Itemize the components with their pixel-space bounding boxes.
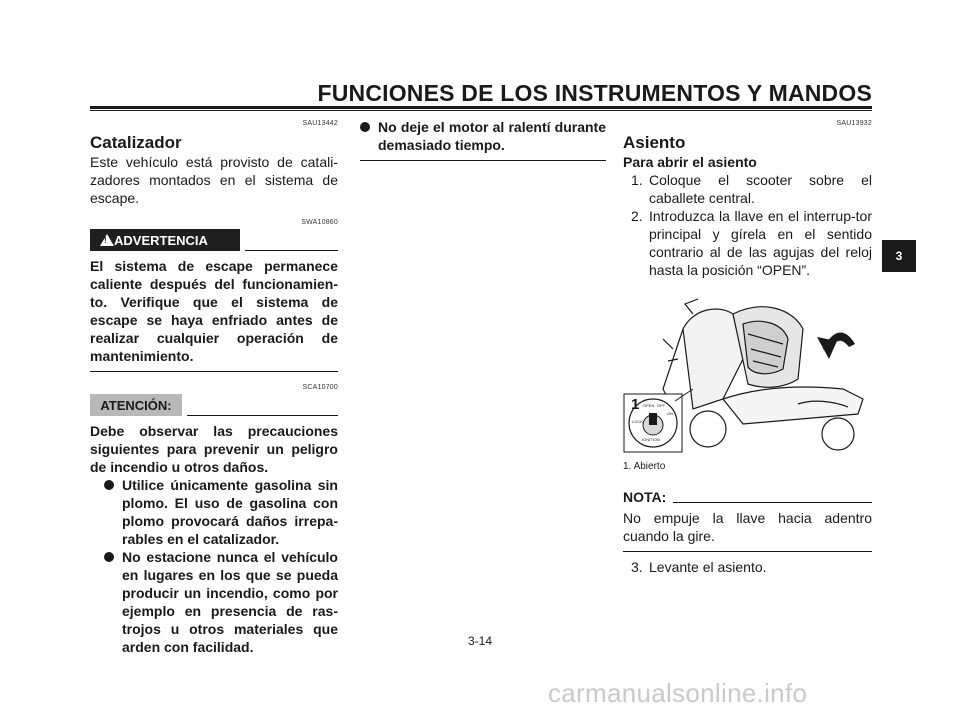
list-item (360, 118, 606, 154)
seat-opening-figure (623, 289, 872, 455)
warning-header (90, 229, 338, 253)
warning-code: SWA10860 (301, 219, 338, 226)
caution-header (90, 394, 338, 418)
step-text: Coloque el scooter sobre el caballete central. (649, 172, 872, 206)
step-text: Introduzca la llave en el interrup-tor principal y gírela en el sentido contrario al de las agujas del reloj hasta la posición “OPEN”. (649, 208, 872, 278)
step-number: 1. (631, 172, 643, 188)
note-header-line (673, 502, 872, 503)
column-middle (360, 112, 606, 161)
caution-label: ATENCIÓN: (100, 397, 172, 413)
step-number: 3. (631, 559, 643, 575)
bullet-icon (104, 480, 114, 490)
note-header (623, 489, 872, 507)
step-item (623, 207, 872, 279)
list-item (104, 548, 338, 656)
note-label: NOTA: (623, 489, 667, 505)
open-direction-arrow (817, 333, 855, 359)
figure-callout-1: 1 (631, 396, 640, 413)
warning-triangle-icon (100, 234, 114, 246)
scooter-seat-illustration (623, 289, 872, 455)
bullet-icon (104, 552, 114, 562)
page-number: 3-14 (468, 634, 493, 648)
switch-label-off: OFF (657, 403, 665, 408)
section-title-catalizador: Catalizador (90, 133, 182, 152)
warning-header-line (245, 250, 338, 251)
header-rule-thin (90, 110, 872, 111)
warning-end-rule (90, 371, 338, 372)
warning-label: ADVERTENCIA (114, 232, 208, 248)
step-number: 2. (631, 208, 643, 224)
exclamation-icon: ! (104, 236, 107, 245)
page-header-title: FUNCIONES DE LOS INSTRUMENTOS Y MANDOS (317, 80, 872, 106)
section-title-asiento: Asiento (623, 133, 686, 152)
caution-header-line (187, 415, 338, 416)
note-text: No empuje la llave hacia adentro cuando la gire. (623, 510, 872, 544)
section-code: SAU13442 (302, 120, 338, 127)
bullet-text: No estacione nunca el vehículo en lugares en los que se pueda producir un incendio, como por ejemplo en presencia de ras-trojos u otros materiales que arden con facilidad. (122, 549, 338, 655)
note-end-rule (623, 551, 872, 552)
switch-label-open: OPEN (643, 403, 655, 408)
bullet-text: No deje el motor al ralentí durante demasiado tiempo. (378, 119, 606, 153)
bullet-icon (360, 122, 370, 132)
chapter-tab: 3 (882, 240, 916, 272)
switch-label-ignition: IGNITION (642, 437, 660, 442)
caution-bullet-list (104, 476, 338, 656)
caution-text: Debe observar las precauciones siguientes para prevenir un peligro de incendio u otros daños. (90, 423, 338, 475)
step-item (623, 558, 872, 576)
catalizador-intro: Este vehículo está provisto de catali-zadores montados en el sistema de escape. (90, 154, 338, 206)
list-item (104, 476, 338, 548)
switch-label-lock: LOCK (632, 419, 643, 424)
step-text: Levante el asiento. (649, 559, 767, 575)
warning-text: El sistema de escape permanece caliente después del funcionamien-to. Verifique que el sistema de escape se haya enfriado antes de realizar cualquier operación de mantenimiento. (90, 258, 338, 364)
header-rule (90, 106, 872, 109)
column-left (90, 112, 338, 656)
figure-caption: 1. Abierto (623, 461, 666, 472)
caution-label-box (90, 394, 182, 416)
switch-label-on: ON (667, 411, 673, 416)
step-item (623, 171, 872, 207)
warning-label-box (90, 229, 240, 251)
bullet-text: Utilice únicamente gasolina sin plomo. El uso de gasolina con plomo provocará daños irrepa-rables en el catalizador. (122, 477, 338, 547)
column-right (623, 112, 872, 576)
caution-end-rule (360, 160, 606, 161)
watermark: carmanualsonline.info (548, 678, 808, 708)
subsection-title: Para abrir el asiento (623, 154, 757, 170)
section-code: SAU13932 (836, 120, 872, 127)
caution-code: SCA10700 (302, 384, 338, 391)
